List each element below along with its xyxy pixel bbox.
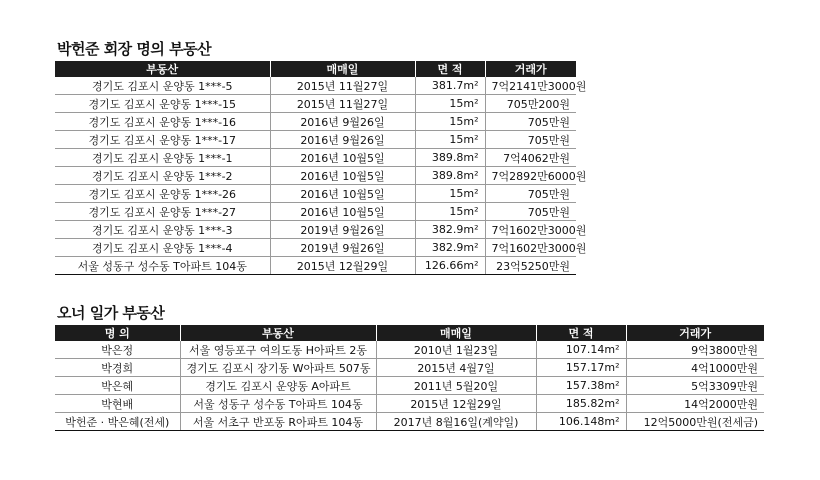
cell-date: 2015년 12월29일 [270,257,415,275]
header-area: 면 적 [415,61,485,77]
cell-area: 106.148m² [536,413,626,431]
cell-price: 12억5000만원(전세금) [626,413,764,431]
cell-property: 경기도 김포시 운양동 1***-15 [55,95,270,113]
table-row [55,395,764,413]
cell-date: 2016년 9월26일 [270,131,415,149]
cell-area: 382.9m² [415,221,485,239]
cell-area: 15m² [415,113,485,131]
table-row [55,257,576,275]
cell-price: 9억3800만원 [626,341,764,359]
table-row [55,95,576,113]
cell-owner: 박은정 [55,341,180,359]
cell-price: 7억2892만6000원 [485,167,576,185]
cell-price: 705만원 [485,131,576,149]
cell-price: 705만원 [485,113,576,131]
cell-date: 2011년 5월20일 [376,377,536,395]
cell-owner: 박헌준 · 박은혜(전세) [55,413,180,431]
table-row [55,167,576,185]
cell-property: 경기도 김포시 운양동 1***-16 [55,113,270,131]
table-row [55,113,576,131]
cell-date: 2010년 1월23일 [376,341,536,359]
cell-date: 2015년 11월27일 [270,77,415,95]
cell-price: 7억1602만3000원 [485,221,576,239]
cell-area: 389.8m² [415,167,485,185]
cell-price: 705만200원 [485,95,576,113]
cell-property: 서울 성동구 성수동 T아파트 104동 [180,395,376,413]
cell-price: 705만원 [485,203,576,221]
table-row [55,221,576,239]
cell-property: 경기도 김포시 장기동 W아파트 507동 [180,359,376,377]
cell-property: 경기도 김포시 운양동 1***-2 [55,167,270,185]
cell-area: 389.8m² [415,149,485,167]
cell-price: 5억3309만원 [626,377,764,395]
cell-area: 382.9m² [415,239,485,257]
table-row [55,185,576,203]
family-property-table [55,325,764,431]
cell-property: 경기도 김포시 운양동 1***-4 [55,239,270,257]
cell-area: 15m² [415,95,485,113]
cell-date: 2017년 8월16일(계약일) [376,413,536,431]
cell-owner: 박경희 [55,359,180,377]
cell-price: 705만원 [485,185,576,203]
cell-owner: 박현배 [55,395,180,413]
cell-property: 서울 영등포구 여의도동 H아파트 2동 [180,341,376,359]
cell-price: 7억1602만3000원 [485,239,576,257]
table-row [55,149,576,167]
owner-property-table [55,61,587,275]
cell-property: 서울 서초구 반포동 R아파트 104동 [180,413,376,431]
cell-owner: 박은혜 [55,377,180,395]
header-price: 거래가 [626,325,764,341]
header-date: 매매일 [270,61,415,77]
cell-price: 7억4062만원 [485,149,576,167]
cell-date: 2016년 10월5일 [270,167,415,185]
cell-date: 2015년 11월27일 [270,95,415,113]
table-row [55,413,764,431]
table-row [55,203,576,221]
cell-area: 157.17m² [536,359,626,377]
cell-date: 2015년 4월7일 [376,359,536,377]
cell-property: 경기도 김포시 운양동 1***-17 [55,131,270,149]
cell-property: 경기도 김포시 운양동 1***-5 [55,77,270,95]
header-property: 부동산 [180,325,376,341]
cell-date: 2016년 10월5일 [270,203,415,221]
cell-property: 경기도 김포시 운양동 1***-1 [55,149,270,167]
table-row [55,341,764,359]
table-header-row [55,61,576,77]
header-price: 거래가 [485,61,576,77]
cell-date: 2019년 9월26일 [270,239,415,257]
cell-area: 381.7m² [415,77,485,95]
table-row [55,377,764,395]
cell-property: 경기도 김포시 운양동 A아파트 [180,377,376,395]
section2-title: 오너 일가 부동산 [57,304,165,322]
cell-price: 7억2141만3000원 [485,77,576,95]
header-property: 부동산 [55,61,270,77]
cell-property: 경기도 김포시 운양동 1***-3 [55,221,270,239]
table-row [55,359,764,377]
cell-date: 2016년 10월5일 [270,149,415,167]
table-row [55,77,576,95]
cell-area: 185.82m² [536,395,626,413]
cell-date: 2016년 9월26일 [270,113,415,131]
cell-area: 126.66m² [415,257,485,275]
cell-area: 107.14m² [536,341,626,359]
cell-property: 경기도 김포시 운양동 1***-26 [55,185,270,203]
cell-area: 15m² [415,131,485,149]
table-row [55,131,576,149]
section1-title: 박헌준 회장 명의 부동산 [57,40,212,58]
table-header-row [55,325,764,341]
cell-price: 14억2000만원 [626,395,764,413]
cell-date: 2015년 12월29일 [376,395,536,413]
cell-property: 경기도 김포시 운양동 1***-27 [55,203,270,221]
cell-price: 4억1000만원 [626,359,764,377]
cell-date: 2019년 9월26일 [270,221,415,239]
header-owner: 명 의 [55,325,180,341]
table-row [55,239,576,257]
cell-area: 15m² [415,185,485,203]
header-date: 매매일 [376,325,536,341]
cell-area: 157.38m² [536,377,626,395]
cell-area: 15m² [415,203,485,221]
cell-date: 2016년 10월5일 [270,185,415,203]
cell-property: 서울 성동구 성수동 T아파트 104동 [55,257,270,275]
cell-price: 23억5250만원 [485,257,576,275]
header-area: 면 적 [536,325,626,341]
